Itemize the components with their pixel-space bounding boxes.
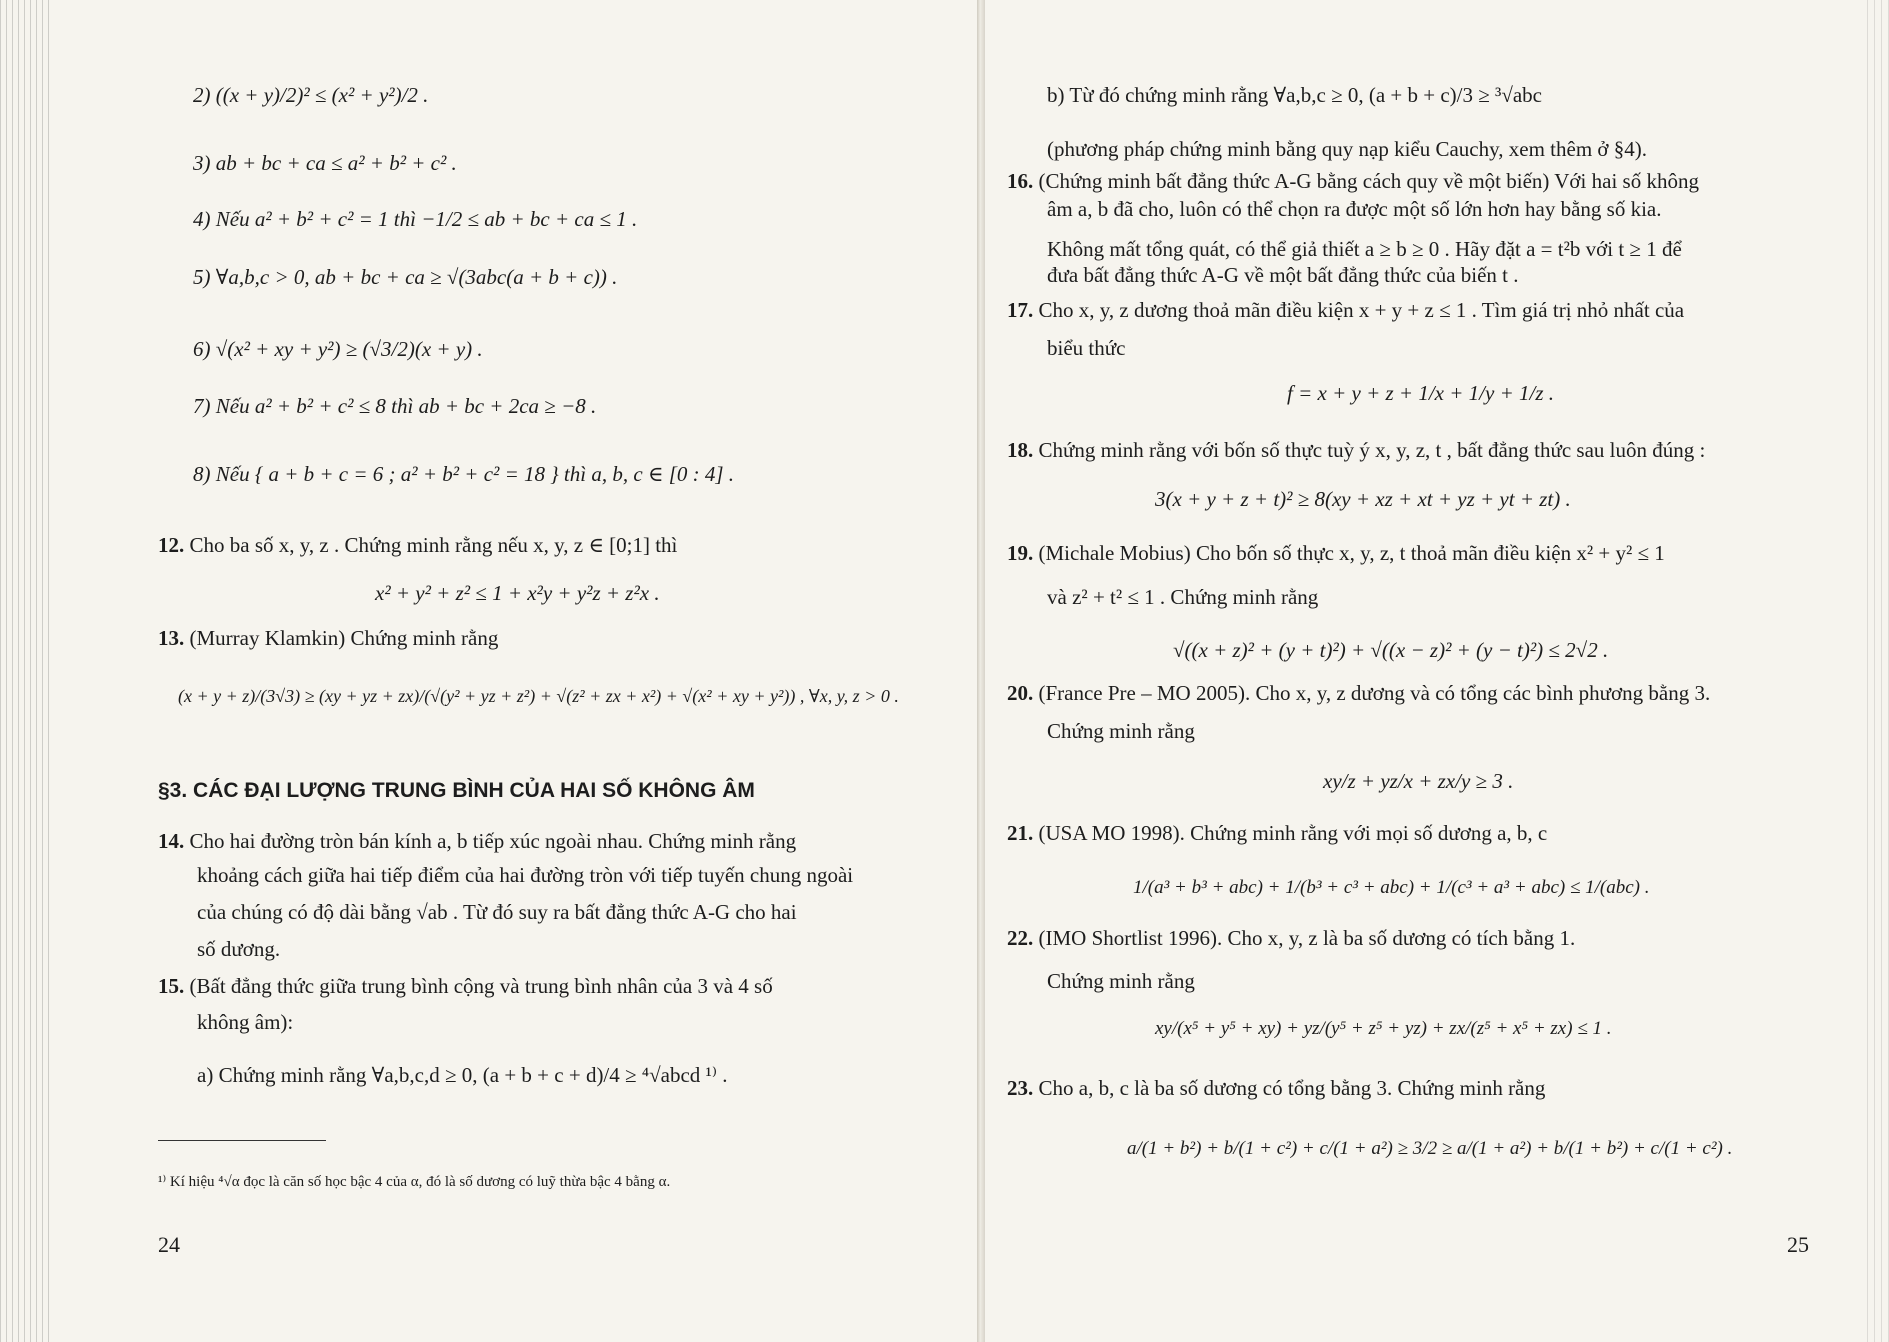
problem-23: [1007, 1075, 1545, 1101]
book-spine: [977, 0, 985, 1342]
problem-14-line: số dương.: [197, 937, 281, 961]
item-8: 8) Nếu { a + b + c = 6 ; a² + b² + c² = 18 } thì a, b, c ∈ [0 : 4] .: [193, 462, 735, 486]
problem-18: [1007, 437, 1705, 463]
problem-17: [1007, 297, 1684, 323]
problem-number: 22.: [1007, 926, 1034, 950]
problem-15-a: a) Chứng minh rằng ∀a,b,c,d ≥ 0, (a + b + c + d)/4 ≥ ⁴√abcd ¹⁾ .: [197, 1063, 728, 1087]
problem-text: (Murray Klamkin) Chứng minh rằng: [189, 626, 499, 650]
item-2: 2) ((x + y)/2)² ≤ (x² + y²)/2 .: [193, 83, 429, 107]
problem-14: [158, 828, 796, 854]
problem-number: 14.: [158, 829, 185, 853]
item-6: 6) √(x² + xy + y²) ≥ (√3/2)(x + y) .: [193, 337, 483, 361]
formula-17: f = x + y + z + 1/x + 1/y + 1/z .: [1287, 381, 1554, 405]
formula-13: (x + y + z)/(3√3) ≥ (xy + yz + zx)/(√(y² + yz + z²) + √(z² + zx + x²) + √(x² + xy + y²)) , ∀x, y, z > 0 .: [178, 686, 899, 706]
page-edge-shading: [1867, 0, 1889, 1342]
footnote-rule: [158, 1140, 326, 1141]
problem-16-line: Không mất tổng quát, có thể giả thiết a ≥ b ≥ 0 . Hãy đặt a = t²b với t ≥ 1 để: [1047, 237, 1682, 261]
problem-number: 21.: [1007, 821, 1034, 845]
problem-12: [158, 532, 677, 558]
formula-22: xy/(x⁵ + y⁵ + xy) + yz/(y⁵ + z⁵ + yz) + zx/(z⁵ + x⁵ + zx) ≤ 1 .: [1155, 1018, 1612, 1039]
problem-14-line: khoảng cách giữa hai tiếp điểm của hai đường tròn với tiếp tuyến chung ngoài: [197, 863, 854, 887]
problem-16-line: đưa bất đẳng thức A-G về một bất đẳng thức của biến t .: [1047, 263, 1519, 287]
problem-number: 16.: [1007, 169, 1034, 193]
problem-19-line: và z² + t² ≤ 1 . Chứng minh rằng: [1047, 585, 1319, 609]
problem-15-line: không âm):: [197, 1010, 294, 1034]
problem-text-line: Cho x, y, z dương thoả mãn điều kiện x + y + z ≤ 1 . Tìm giá trị nhỏ nhất của: [1038, 298, 1685, 322]
page-number: 25: [1787, 1232, 1809, 1257]
formula-20: xy/z + yz/x + zx/y ≥ 3 .: [1323, 769, 1514, 793]
formula-19: √((x + z)² + (y + t)²) + √((x − z)² + (y − t)²) ≤ 2√2 .: [1173, 638, 1609, 662]
problem-text: Chứng minh rằng với bốn số thực tuỳ ý x, y, z, t , bất đẳng thức sau luôn đúng :: [1038, 438, 1706, 462]
problem-16-line: âm a, b đã cho, luôn có thể chọn ra được một số lớn hơn hay bằng số kia.: [1047, 197, 1662, 221]
problem-number: 18.: [1007, 438, 1034, 462]
problem-15-b: b) Từ đó chứng minh rằng ∀a,b,c ≥ 0, (a + b + c)/3 ≥ ³√abc: [1047, 83, 1542, 107]
problem-number: 12.: [158, 533, 185, 557]
page-number: 24: [158, 1232, 180, 1257]
formula-12: x² + y² + z² ≤ 1 + x²y + y²z + z²x .: [375, 581, 660, 605]
problem-22-line: Chứng minh rằng: [1047, 969, 1195, 993]
formula-23: a/(1 + b²) + b/(1 + c²) + c/(1 + a²) ≥ 3/2 ≥ a/(1 + a²) + b/(1 + b²) + c/(1 + c²) .: [1127, 1138, 1733, 1159]
problem-text: Cho a, b, c là ba số dương có tổng bằng 3. Chứng minh rằng: [1038, 1076, 1546, 1100]
problem-text-line: (Chứng minh bất đẳng thức A-G bằng cách quy về một biến) Với hai số không: [1038, 169, 1699, 193]
problem-text-line: (IMO Shortlist 1996). Cho x, y, z là ba số dương có tích bằng 1.: [1038, 926, 1576, 950]
item-7: 7) Nếu a² + b² + c² ≤ 8 thì ab + bc + 2ca ≥ −8 .: [193, 394, 597, 418]
footnote: ¹⁾ Kí hiệu ⁴√α đọc là căn số học bậc 4 của α, đó là số dương có luỹ thừa bậc 4 bằng α.: [158, 1174, 671, 1190]
problem-19: [1007, 540, 1665, 566]
problem-number: 19.: [1007, 541, 1034, 565]
page-edge-shading: [0, 0, 52, 1342]
item-3: 3) ab + bc + ca ≤ a² + b² + c² .: [193, 151, 457, 175]
item-4: 4) Nếu a² + b² + c² = 1 thì −1/2 ≤ ab + bc + ca ≤ 1 .: [193, 207, 638, 231]
item-5: 5) ∀a,b,c > 0, ab + bc + ca ≥ √(3abc(a + b + c)) .: [193, 265, 618, 289]
right-page: [985, 0, 1889, 1342]
problem-number: 15.: [158, 974, 185, 998]
problem-number: 13.: [158, 626, 185, 650]
problem-number: 17.: [1007, 298, 1034, 322]
problem-14-line: của chúng có độ dài bằng √ab . Từ đó suy ra bất đẳng thức A-G cho hai: [197, 900, 797, 924]
formula-18: 3(x + y + z + t)² ≥ 8(xy + xz + xt + yz + yt + zt) .: [1155, 487, 1571, 511]
problem-text-line: (France Pre – MO 2005). Cho x, y, z dương và có tổng các bình phương bằng 3.: [1038, 681, 1711, 705]
problem-text: (USA MO 1998). Chứng minh rằng với mọi số dương a, b, c: [1038, 821, 1548, 845]
section-title: §3. CÁC ĐẠI LƯỢNG TRUNG BÌNH CỦA HAI SỐ KHÔNG ÂM: [158, 779, 755, 802]
formula-21: 1/(a³ + b³ + abc) + 1/(b³ + c³ + abc) + 1/(c³ + a³ + abc) ≤ 1/(abc) .: [1133, 877, 1650, 898]
problem-text-line: (Michale Mobius) Cho bốn số thực x, y, z, t thoả mãn điều kiện x² + y² ≤ 1: [1038, 541, 1665, 565]
problem-22: [1007, 925, 1575, 951]
problem-text-line: Cho hai đường tròn bán kính a, b tiếp xúc ngoài nhau. Chứng minh rằng: [189, 829, 797, 853]
problem-text-line: (Bất đẳng thức giữa trung bình cộng và trung bình nhân của 3 và 4 số: [189, 974, 773, 998]
problem-21: [1007, 820, 1547, 846]
problem-15-b-note: (phương pháp chứng minh bằng quy nạp kiểu Cauchy, xem thêm ở §4).: [1047, 137, 1647, 161]
problem-17-line: biểu thức: [1047, 336, 1126, 360]
problem-15: [158, 973, 773, 999]
problem-number: 20.: [1007, 681, 1034, 705]
problem-text: Cho ba số x, y, z . Chứng minh rằng nếu x, y, z ∈ [0;1] thì: [189, 533, 678, 557]
problem-13: [158, 625, 498, 651]
problem-20-line: Chứng minh rằng: [1047, 719, 1195, 743]
problem-16: [1007, 168, 1699, 194]
problem-number: 23.: [1007, 1076, 1034, 1100]
problem-20: [1007, 680, 1710, 706]
